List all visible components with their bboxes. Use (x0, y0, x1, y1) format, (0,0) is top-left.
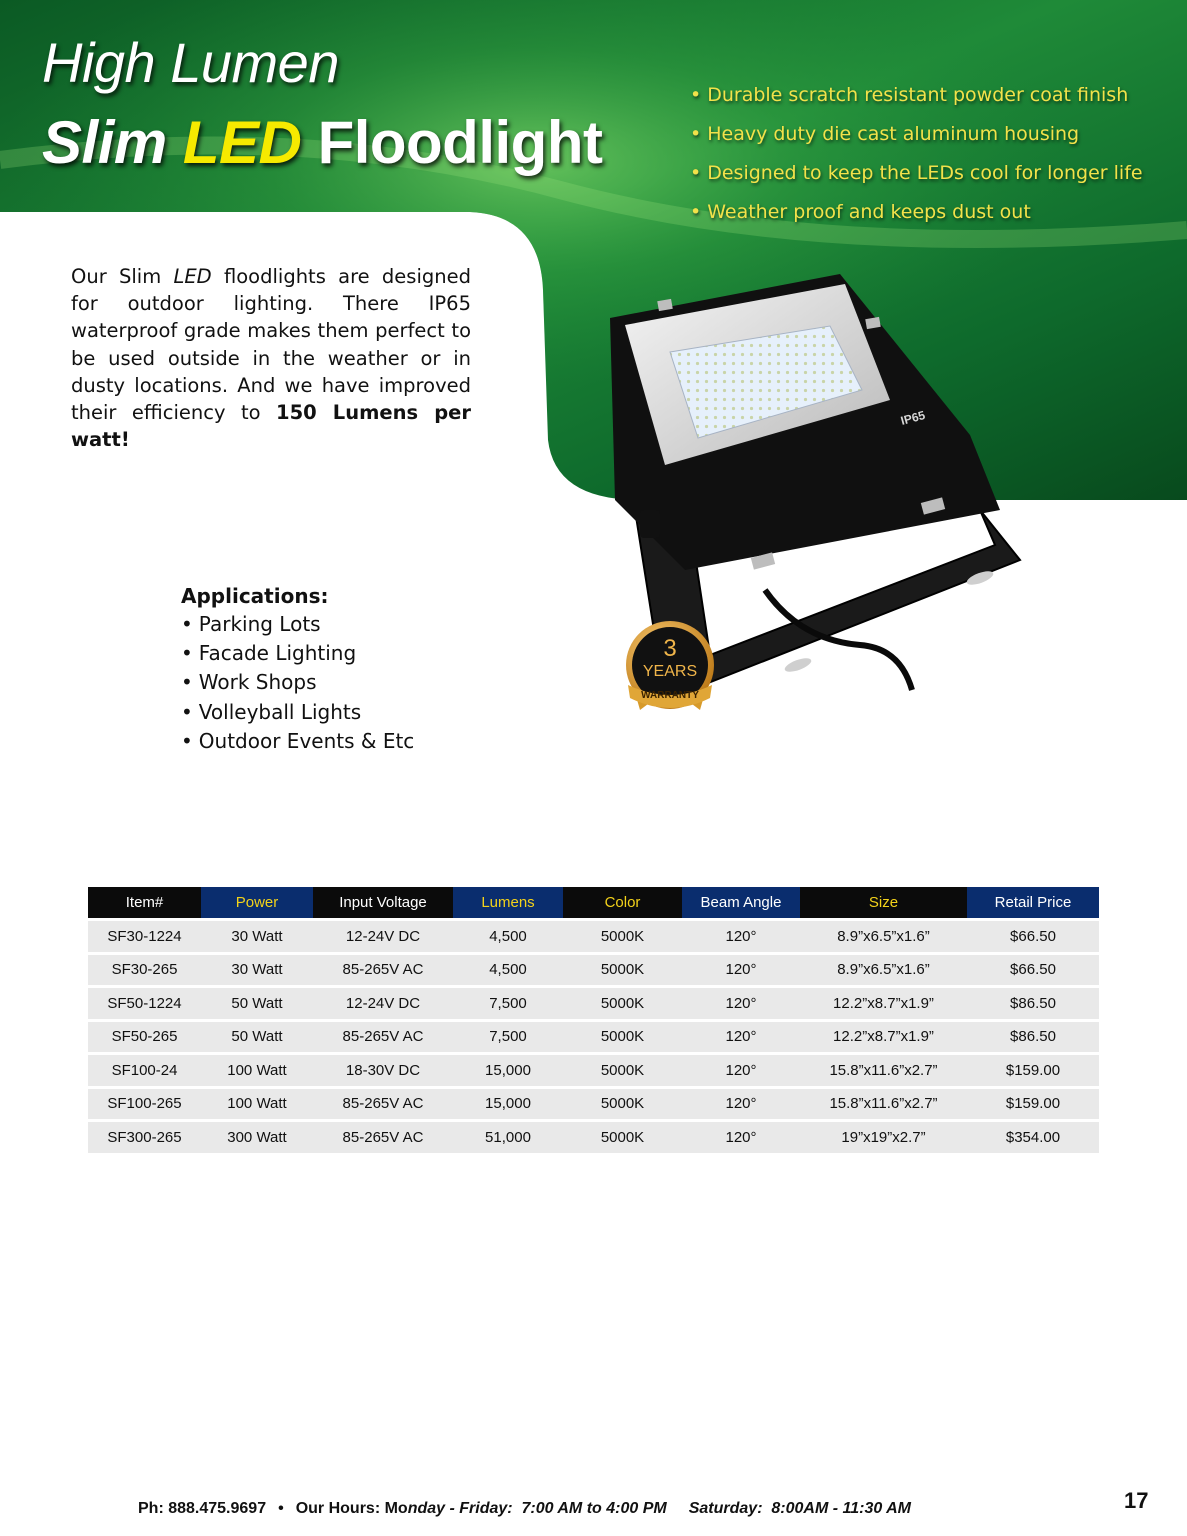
cell-item: SF300-265 (88, 1119, 201, 1153)
cell-size: 15.8”x11.6”x2.7” (800, 1052, 967, 1086)
cell-lumens: 7,500 (453, 1019, 563, 1053)
header-size: Size (800, 887, 967, 918)
table-row (88, 952, 1099, 986)
intro-text: floodlights are designed for outdoor lighting. There IP65 waterproof grade makes them perfect to be used outside in the weather or in dusty locations. And we have improved their efficiency to (71, 265, 471, 425)
header-retail-price: Retail Price (967, 887, 1099, 918)
feature-item: • Durable scratch resistant powder coat finish (690, 80, 1143, 119)
feature-list (690, 80, 1143, 236)
cell-input-voltage: 18-30V DC (313, 1052, 453, 1086)
warranty-badge (626, 621, 714, 710)
footer-separator: • (278, 1500, 284, 1517)
cell-power: 300 Watt (201, 1119, 313, 1153)
cell-beam-angle: 120° (682, 1052, 800, 1086)
page-number: 17 (1124, 1488, 1149, 1513)
cell-size: 12.2”x8.7”x1.9” (800, 1019, 967, 1053)
header-item: Item# (88, 887, 201, 918)
header-lumens: Lumens (453, 887, 563, 918)
cell-item: SF30-1224 (88, 918, 201, 952)
cell-item: SF100-265 (88, 1086, 201, 1120)
cell-retail-price: $159.00 (967, 1086, 1099, 1120)
cell-beam-angle: 120° (682, 1119, 800, 1153)
spec-table (88, 887, 1099, 1153)
cell-retail-price: $86.50 (967, 985, 1099, 1019)
application-item: • Parking Lots (181, 610, 414, 639)
footer-saturday-hours: 8:00AM - 11:30 AM (771, 1500, 911, 1517)
feature-item: • Designed to keep the LEDs cool for longer life (690, 158, 1143, 197)
cell-retail-price: $159.00 (967, 1052, 1099, 1086)
table-row (88, 1086, 1099, 1120)
header-input-voltage: Input Voltage (313, 887, 453, 918)
cell-retail-price: $354.00 (967, 1119, 1099, 1153)
cell-lumens: 15,000 (453, 1086, 563, 1120)
feature-item: • Weather proof and keeps dust out (690, 197, 1143, 236)
application-item: • Volleyball Lights (181, 698, 414, 727)
cell-color: 5000K (563, 1019, 682, 1053)
cell-retail-price: $86.50 (967, 1019, 1099, 1053)
cell-power: 30 Watt (201, 952, 313, 986)
footer-hours-weekday: 7:00 AM to 4:00 PM (521, 1500, 667, 1517)
badge-warranty: WARRANTY (641, 690, 699, 701)
cell-size: 12.2”x8.7”x1.9” (800, 985, 967, 1019)
applications-list (181, 610, 414, 756)
cell-color: 5000K (563, 952, 682, 986)
cell-item: SF50-1224 (88, 985, 201, 1019)
footer-hours-label: Our Hours: Mo (295, 1500, 408, 1517)
header-power: Power (201, 887, 313, 918)
cell-retail-price: $66.50 (967, 918, 1099, 952)
cell-color: 5000K (563, 985, 682, 1019)
intro-text: Our Slim (71, 265, 174, 288)
table-row (88, 918, 1099, 952)
intro-highlight: 150 Lumens per watt! (71, 401, 471, 452)
table-row (88, 1052, 1099, 1086)
ip65-label: IP65 (899, 407, 927, 428)
table-row (88, 1119, 1099, 1153)
cell-item: SF30-265 (88, 952, 201, 986)
application-item: • Work Shops (181, 668, 414, 697)
cell-lumens: 15,000 (453, 1052, 563, 1086)
cell-lumens: 4,500 (453, 918, 563, 952)
cell-lumens: 4,500 (453, 952, 563, 986)
cell-size: 8.9”x6.5”x1.6” (800, 952, 967, 986)
cell-input-voltage: 85-265V AC (313, 1019, 453, 1053)
badge-number: 3 (663, 635, 677, 662)
cell-lumens: 51,000 (453, 1119, 563, 1153)
application-item: • Outdoor Events & Etc (181, 727, 414, 756)
cell-power: 50 Watt (201, 985, 313, 1019)
cell-input-voltage: 85-265V AC (313, 952, 453, 986)
cell-power: 100 Watt (201, 1086, 313, 1120)
cell-beam-angle: 120° (682, 1019, 800, 1053)
cell-beam-angle: 120° (682, 985, 800, 1019)
cell-power: 30 Watt (201, 918, 313, 952)
cell-size: 8.9”x6.5”x1.6” (800, 918, 967, 952)
cell-input-voltage: 12-24V DC (313, 918, 453, 952)
title-slim: Slim (42, 109, 167, 176)
header-color: Color (563, 887, 682, 918)
cell-power: 50 Watt (201, 1019, 313, 1053)
application-item: • Facade Lighting (181, 639, 414, 668)
cell-lumens: 7,500 (453, 985, 563, 1019)
intro-paragraph (71, 263, 471, 453)
header-beam-angle: Beam Angle (682, 887, 800, 918)
badge-years: YEARS (642, 663, 698, 680)
cell-color: 5000K (563, 1086, 682, 1120)
footer-hours-days: nday - Friday: (407, 1500, 513, 1517)
title-led: LED (182, 109, 302, 176)
cell-item: SF100-24 (88, 1052, 201, 1086)
cell-beam-angle: 120° (682, 1086, 800, 1120)
applications (181, 582, 414, 756)
cell-input-voltage: 85-265V AC (313, 1119, 453, 1153)
cell-power: 100 Watt (201, 1052, 313, 1086)
title-floodlight: Floodlight (317, 109, 603, 176)
feature-item: • Heavy duty die cast aluminum housing (690, 119, 1143, 158)
cell-item: SF50-265 (88, 1019, 201, 1053)
footer-contact (138, 1500, 911, 1518)
floodlight-product-image (540, 260, 1060, 730)
cell-size: 19”x19”x2.7” (800, 1119, 967, 1153)
intro-led: LED (173, 265, 212, 288)
cell-color: 5000K (563, 1052, 682, 1086)
cell-color: 5000K (563, 1119, 682, 1153)
cell-beam-angle: 120° (682, 952, 800, 986)
cell-size: 15.8”x11.6”x2.7” (800, 1086, 967, 1120)
title-line-2 (42, 108, 602, 177)
footer-saturday-label: Saturday: (688, 1500, 763, 1517)
cell-color: 5000K (563, 918, 682, 952)
table-row (88, 985, 1099, 1019)
cell-input-voltage: 12-24V DC (313, 985, 453, 1019)
cell-beam-angle: 120° (682, 918, 800, 952)
table-header-row (88, 887, 1099, 918)
footer-phone: Ph: 888.475.9697 (138, 1500, 267, 1517)
applications-title: Applications: (181, 584, 329, 608)
title-line-1: High Lumen (42, 31, 339, 94)
cell-retail-price: $66.50 (967, 952, 1099, 986)
cell-input-voltage: 85-265V AC (313, 1086, 453, 1120)
table-row (88, 1019, 1099, 1053)
